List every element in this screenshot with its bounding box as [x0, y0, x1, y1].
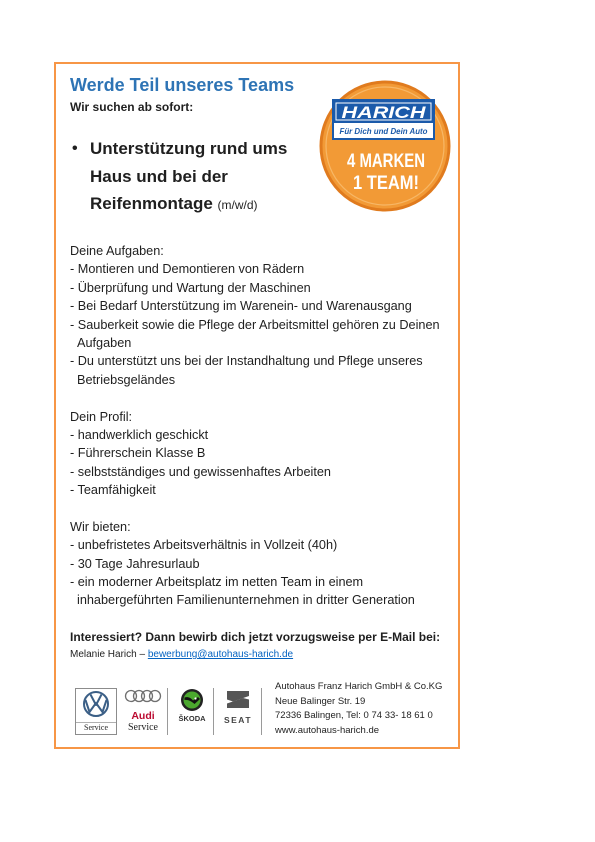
brand-audi-service — [121, 688, 165, 735]
seat-logo-icon — [216, 688, 260, 712]
list-item: - Du unterstützt uns bei der Instandhaltung und Pflege unseres — [70, 354, 423, 369]
website: www.autohaus-harich.de — [275, 724, 380, 736]
section-heading: Deine Aufgaben: — [70, 244, 164, 258]
gender-suffix: (m/w/d) — [217, 198, 258, 212]
vw-service-label: Service — [76, 722, 116, 733]
brand-skoda — [170, 688, 214, 735]
list-item: - Montieren und Demontieren von Rädern — [70, 262, 305, 277]
audi-service-label: Service — [128, 722, 158, 733]
list-item: - ein moderner Arbeitsplatz im netten Team in einem — [70, 575, 364, 590]
audi-wordmark: Audi — [131, 710, 155, 722]
page-title: Werde Teil unseres Teams — [70, 75, 295, 95]
street-address: Neue Balinger Str. 19 — [275, 695, 366, 707]
list-item: - selbstständiges und gewissenhaftes Arbeiten — [70, 464, 331, 479]
section-heading: Wir bieten: — [70, 519, 131, 534]
list-item: - Bei Bedarf Unterstützung im Warenein- und Warenausgang — [70, 299, 412, 314]
job-title-text: Reifenmontage — [90, 194, 213, 213]
logo-divider — [167, 688, 168, 735]
company-address — [275, 680, 442, 738]
logo-tagline: Für Dich und Dein Auto — [339, 126, 428, 136]
section-tasks — [70, 242, 455, 389]
skoda-wordmark: ŠKODA — [178, 714, 206, 723]
skoda-logo-icon — [170, 688, 214, 713]
logo-slogan-line: 1 TEAM! — [353, 173, 419, 194]
email-link[interactable]: bewerbung@autohaus-harich.de — [147, 649, 294, 660]
company-name: Autohaus Franz Harich GmbH & Co.KG — [275, 681, 443, 692]
city-phone: 72336 Balingen, Tel: 0 74 33- 18 61 0 — [275, 710, 433, 722]
section-profile — [70, 408, 455, 500]
job-title-line — [70, 190, 310, 218]
job-title-line: Haus und bei der — [90, 166, 228, 186]
logo-slogan-line: 4 MARKEN — [347, 151, 425, 172]
list-item-continuation: Aufgaben — [77, 335, 132, 350]
job-title-line: Unterstützung rund ums — [90, 139, 288, 158]
logo-divider — [213, 688, 214, 735]
audi-rings-icon — [121, 688, 165, 705]
list-item: - unbefristetes Arbeitsverhältnis in Vollzeit (40h) — [70, 538, 338, 553]
list-item: - Überprüfung und Wartung der Maschinen — [70, 280, 311, 295]
page-subtitle: Wir suchen ab sofort: — [70, 100, 194, 114]
brand-vw-service — [75, 688, 117, 735]
job-description — [70, 242, 455, 647]
list-item: - Sauberkeit sowie die Pflege der Arbeitsmittel gehören zu Deinen — [70, 317, 440, 332]
section-heading: Dein Profil: — [70, 409, 133, 424]
vw-logo-icon — [76, 689, 116, 720]
seat-wordmark: SEAT — [223, 715, 253, 725]
section-offer — [70, 518, 455, 610]
logo-brand-name: HARICH — [341, 103, 427, 122]
list-item: - 30 Tage Jahresurlaub — [70, 556, 200, 571]
list-item: - Teamfähigkeit — [70, 483, 156, 498]
bullet-icon: • — [72, 140, 78, 157]
logo-divider — [261, 688, 262, 735]
brand-seat — [216, 688, 260, 735]
list-item-continuation: inhabergeführten Familienunternehmen in dritter Generation — [77, 593, 415, 608]
contact-line — [70, 648, 293, 662]
contact-person: Melanie Harich – — [70, 649, 146, 660]
list-item: - Führerschein Klasse B — [70, 446, 206, 461]
job-position — [70, 135, 310, 218]
list-item: - handwerklich geschickt — [70, 427, 209, 442]
list-item-continuation: Betriebsgeländes — [77, 372, 176, 387]
application-call-to-action: Interessiert? Dann bewirb dich jetzt vorzugsweise per E-Mail bei: — [70, 630, 441, 645]
harich-logo — [318, 78, 454, 216]
